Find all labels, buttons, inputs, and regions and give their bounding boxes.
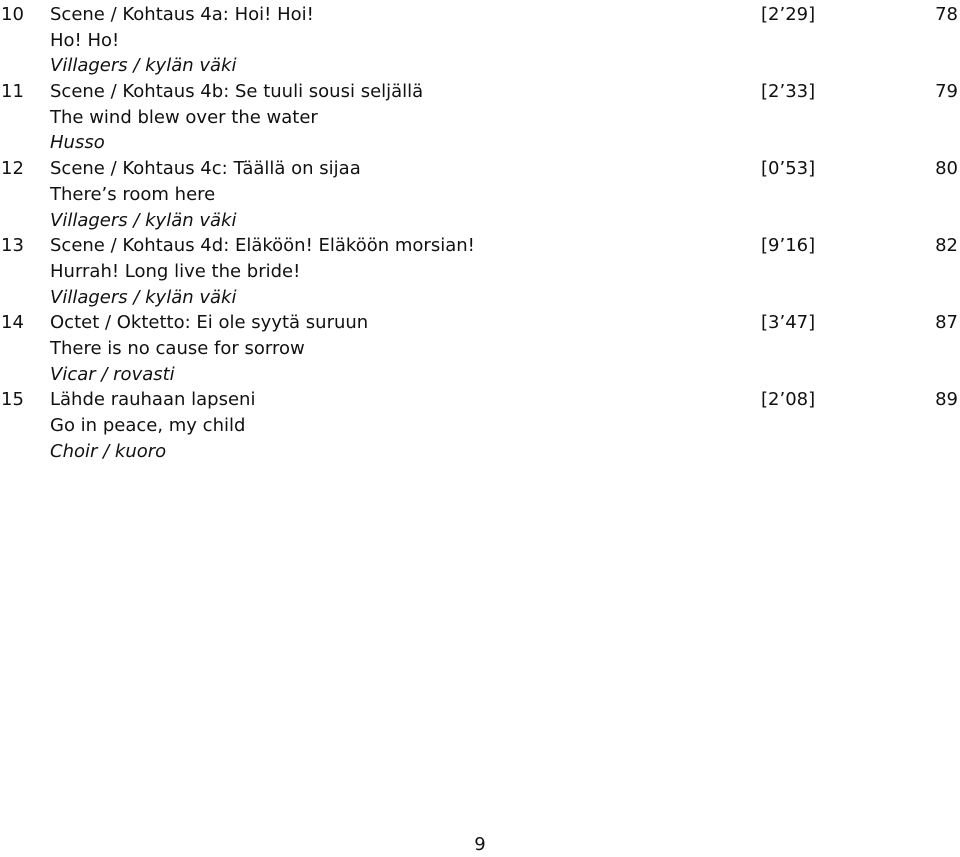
track-performers: Villagers / kylän väki [50,55,237,77]
track-performers: Villagers / kylän väki [50,209,237,231]
track-11-title-line [0,79,960,105]
track-10-title-line [0,2,960,28]
track-10-performers-line [0,53,960,79]
track-performers: Choir / kuoro [50,440,167,462]
track-number: 11 [1,81,24,103]
track-title-continued: Ho! Ho! [50,29,120,51]
track-translation: There’s room here [50,183,216,205]
track-number: 14 [1,312,24,334]
track-performers: Vicar / rovasti [50,363,175,385]
track-performers: Villagers / kylän väki [50,286,237,308]
track-translation: Go in peace, my child [50,415,246,436]
track-10-title-continued-line [0,28,960,54]
track-title: Scene / Kohtaus 4a: Hoi! Hoi! [50,4,314,25]
track-duration: [2’29] [761,4,816,25]
track-12-translation-line [0,182,960,208]
page-number: 9 [474,834,486,855]
track-performers: Husso [50,132,105,154]
track-number: 12 [1,158,24,180]
track-14-performers-line [0,362,960,388]
track-13-performers-line [0,285,960,311]
track-number: 15 [1,389,24,411]
track-duration: [2’08] [761,389,816,411]
track-12-performers-line [0,208,960,234]
track-translation: Hurrah! Long live the bride! [50,260,301,282]
track-duration: [9’16] [761,235,816,257]
track-number: 10 [1,4,24,25]
track-15-translation-line [0,413,960,439]
track-page: 79 [935,81,958,103]
track-page: 87 [935,312,958,334]
track-11-performers-line [0,130,960,156]
track-14-title-line [0,310,960,336]
track-title: Scene / Kohtaus 4b: Se tuuli sousi seljällä [50,81,424,103]
track-11-translation-line [0,105,960,131]
track-title: Octet / Oktetto: Ei ole syytä suruun [50,312,369,334]
track-15-title-line [0,387,960,413]
track-12-title-line [0,156,960,182]
track-13-translation-line [0,259,960,285]
track-number: 13 [1,235,24,257]
track-title: Scene / Kohtaus 4d: Eläköön! Eläköön morsian! [50,235,475,257]
track-page: 89 [935,389,958,411]
track-duration: [0’53] [761,158,816,180]
track-page: 80 [935,158,958,180]
track-title: Scene / Kohtaus 4c: Täällä on sijaa [50,158,361,180]
track-duration: [3’47] [761,312,816,334]
track-duration: [2’33] [761,81,816,103]
track-page: 82 [935,235,958,257]
track-14-translation-line [0,336,960,362]
track-15-performers-line [0,439,960,465]
track-title: Lähde rauhaan lapseni [50,389,256,411]
track-translation: There is no cause for sorrow [50,337,305,359]
track-13-title-line [0,233,960,259]
track-page: 78 [935,4,958,25]
track-list [0,2,960,464]
track-translation: The wind blew over the water [50,106,318,128]
